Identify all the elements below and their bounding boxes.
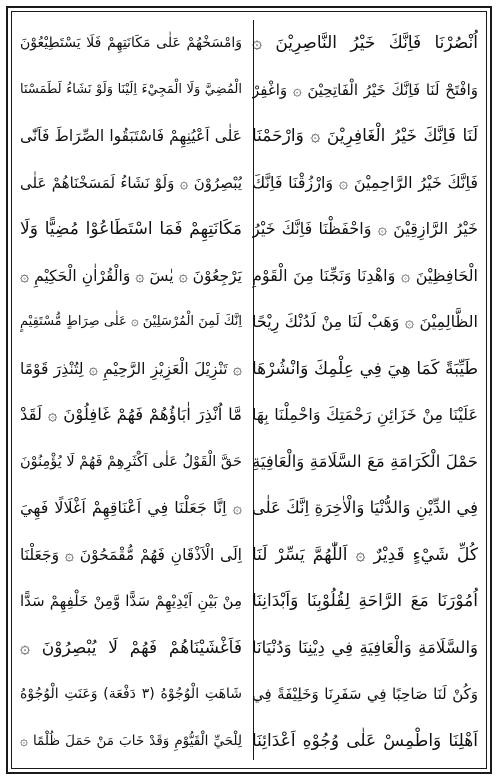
right-line: اَهْلِنَا وَاطْمِسْ عَلٰى وُجُوْهِ اَعْدَائِنَا	[252, 730, 478, 751]
left-line: اِنَّكَ لَمِنَ الْمُرْسَلِيْنَ ۞ عَلٰى صِرَاطٍ مُّسْتَقِيْمٍ	[20, 314, 242, 330]
left-line: اِلَى الْاَذْقَانِ فَهُمْ مُّقْمَحُوْنَ ۞ وَجَعَلْنَا	[20, 545, 242, 564]
left-line: مَّا اُنْذِرَ اٰبَاؤُهُمْ فَهُمْ غَافِلُوْنَ ۞ لَقَدْ	[20, 405, 242, 425]
right-line: الظَّالِمِيْنَ ۞ وَهَبْ لَنَا مِنْ لَدُنْكَ رِيْحًا	[252, 312, 478, 332]
right-line: كُلِّ شَيْءٍ قَدِيْرٌ ۞ اَللّٰهُمَّ يَسِّرْ لَنَا	[252, 544, 478, 565]
right-column	[252, 26, 478, 758]
right-line: وَكُنْ لَنَا صَاحِبًا فِي سَفَرِنَا وَخَلِيْفَةً فِي	[252, 685, 478, 704]
left-line: فَاَغْشَيْنَاهُمْ فَهُمْ لَا يُبْصِرُوْنَ ۞	[20, 637, 242, 658]
left-line: لِلْحَيِّ الْقَيُّوْمِ وَقَدْ خَابَ مَنْ حَمَلَ ظُلْمًا ۞	[20, 732, 242, 749]
inner-border	[11, 11, 487, 769]
right-line: طَيِّبَةً كَمَا هِيَ فِي عِلْمِكَ وَانْشُرْهَا	[252, 358, 478, 379]
right-line: حَمْلَ الْكَرَامَةِ مَعَ السَّلَامَةِ وَالْعَافِيَةِ	[252, 451, 478, 471]
left-line: مِنْ بَيْنِ اَيْدِيْهِمْ سَدًّا وَّمِنْ خَلْفِهِمْ سَدًّا	[20, 592, 242, 611]
right-line: خَيْرُ الرَّازِقِيْنَ ۞ وَاحْفَظْنَا فَاِنَّكَ خَيْرُ	[252, 219, 478, 239]
right-line: عَلَيْنَا مِنْ خَزَائِنِ رَحْمَتِكَ وَاحْمِلْنَا بِهَا	[252, 405, 478, 425]
left-line: ۞ اِنَّا جَعَلْنَا فِي اَعْنَاقِهِمْ اَغْلَالًا فَهِيَ	[20, 498, 242, 518]
left-line: يَرْجِعُوْنَ ۞ يٰسٓ ۞ وَالْقُرْاٰنِ الْحَكِيْمِ ۞	[20, 266, 242, 285]
page-frame	[6, 6, 492, 774]
left-line: عَلٰى اَعْيُنِهِمْ فَاسْتَبَقُوا الصِّرَاطَ فَاَنّٰى	[20, 127, 242, 146]
right-line: الْحَافِظِيْنَ ۞ وَاهْدِنَا وَنَجِّنَا مِنَ الْقَوْمِ	[252, 265, 478, 285]
right-line: اُنْصُرْنَا فَاِنَّكَ خَيْرُ النَّاصِرِيْنَ ۞	[252, 33, 478, 53]
right-line: لَنَا فَاِنَّكَ خَيْرُ الْغَافِرِيْنَ ۞ وَارْحَمْنَا	[252, 126, 478, 147]
left-line: الْمُضِيَّ وَلَا الْمَجِيْءَ اِلَيْنَا وَلَوْ نَشَاءُ لَطَمَسْنَا	[20, 81, 242, 97]
right-line: فَاِنَّكَ خَيْرُ الرَّاحِمِيْنَ ۞ وَارْزُقْنَا فَاِنَّكَ	[252, 172, 478, 192]
right-line: اُمُوْرَنَا مَعَ الرَّاحَةِ لِقُلُوْبِنَا وَاَبْدَانِنَا	[252, 591, 478, 612]
left-line: وَامْسَخْهُمْ عَلٰى مَكَانَتِهِمْ فَلَا يَسْتَطِيْعُوْنَ	[20, 35, 242, 51]
left-line: شَاهَتِ الْوُجُوْهُ (٣ دَفْعَة) وَعَنَتِ الْوُجُوْهُ	[20, 686, 242, 703]
right-line: وَالسَّلَامَةِ وَالْعَافِيَةِ فِي دِيْنِنَا وَدُنْيَانَا	[252, 637, 478, 657]
left-line: مَكَانَتِهِمْ فَمَا اسْتَطَاعُوْا مُضِيًّا وَلَا	[20, 219, 242, 240]
left-line: يُبْصِرُوْنَ ۞ وَلَوْ نَشَاءُ لَمَسَخْنَاهُمْ عَلٰى	[20, 173, 242, 192]
right-line: وَافْتَحْ لَنَا فَاِنَّكَ خَيْرُ الْفَاتِحِيْنَ ۞ وَاغْفِرْ	[252, 80, 478, 99]
right-line: فِي الدِّيْنِ وَالدُّنْيَا وَالْاٰخِرَةِ اِنَّكَ عَلٰى	[252, 498, 478, 518]
left-line: حَقَّ الْقَوْلُ عَلٰى اَكْثَرِهِمْ فَهُمْ لَا يُؤْمِنُوْنَ	[20, 453, 242, 470]
left-column	[20, 26, 242, 758]
left-line: ۞ تَنْزِيْلَ الْعَزِيْزِ الرَّحِيْمِ ۞ لِتُنْذِرَ قَوْمًا	[20, 359, 242, 378]
